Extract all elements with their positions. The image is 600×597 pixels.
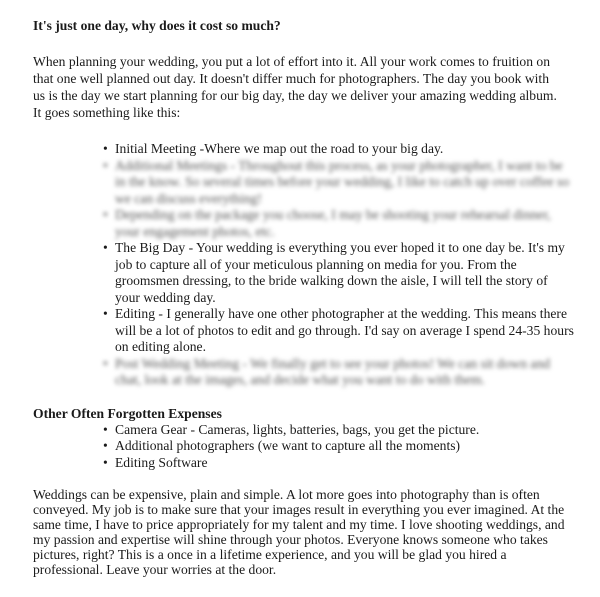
section-heading-cost: It's just one day, why does it cost so much? [33,18,281,33]
list-item-blurred: • Depending on the package you choose, I may be shooting your rehearsal dinner, your engagement photos, etc. [103,207,551,239]
expenses-list [33,422,575,472]
list-item-blurred: • Additional Meetings - Throughout this process, as your photographer, I want to be in the know. So several times before your wedding, I like to catch up over coffee so we can discuss everything! [103,157,570,206]
bullet: • [103,240,108,255]
bullet: • [103,421,108,437]
list-item-blurred: • Post Wedding Meeting - We finally get to see your photos! We can sit down and chat, look at the images, and decide what you want to do with them. [103,355,551,387]
bullet: • [103,157,108,173]
bullet: • [103,355,108,371]
list-item: • Editing Software [103,454,208,470]
list-item: • Additional photographers (we want to capture all the moments) [103,438,461,453]
bullet: • [103,306,108,321]
intro-paragraph: When planning your wedding, you put a lot of effort into it. All your work comes to fruition on that one well planned out day. It doesn't differ much for photographers. The day you book with us is the day we start planning for our big day, the day we deliver your amazing wedding album. It goes something like this: [33,54,557,120]
process-steps-list [33,141,575,389]
bullet: • [103,454,108,470]
list-item: • The Big Day - Your wedding is everything you ever hoped it to one day be. It's my job to capture all of your meticulous planning on media for you. From the groomsmen dressing, to the bride walking down the aisle, I will tell the story of your wedding day. [103,240,565,305]
list-item: • Initial Meeting -Where we map out the road to your big day. [103,141,444,156]
bullet: • [103,141,108,156]
bullet: • [103,438,108,453]
list-item: • Editing - I generally have one other photographer at the wedding. This means there will be a lot of photos to edit and go through. I'd say on average I spend 24-35 hours on editing alone. [103,306,574,354]
closing-paragraph: Weddings can be expensive, plain and simple. A lot more goes into photography than is often conveyed. My job is to make sure that your images result in everything you ever imagined. At the same time, I have to price appropriately for my talent and my time. I love shooting weddings, and my passion and expertise will shine through your photos. Everyone knows someone who takes pictures, right? This is a once in a lifetime experience, and you will be glad you hired a professional. Leave your worries at the door. [33,487,565,577]
list-item: • Camera Gear - Cameras, lights, batteries, bags, you get the picture. [103,421,480,437]
section-heading-expenses: Other Often Forgotten Expenses [33,405,222,421]
bullet: • [103,207,108,222]
